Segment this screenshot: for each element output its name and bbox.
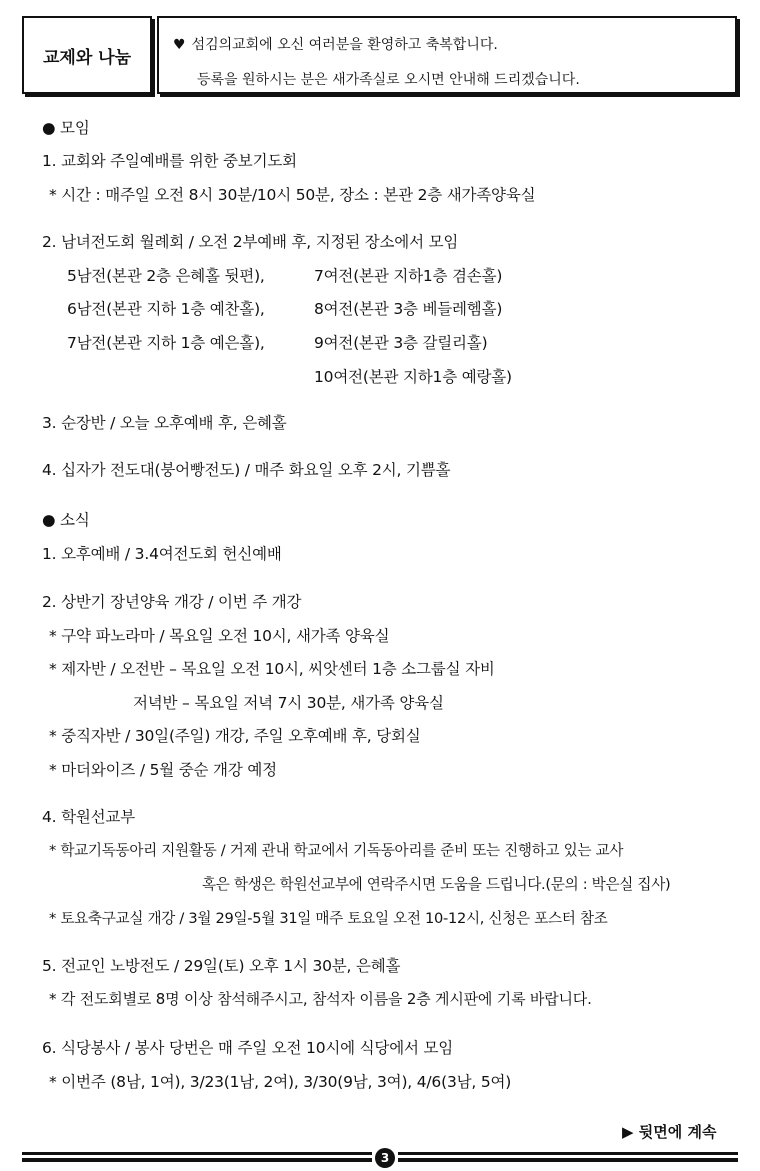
list-item: 5. 전교인 노방전도 / 29일(토) 오후 1시 30분, 은혜홀 bbox=[42, 957, 401, 975]
list-item: 7여전(본관 지하1층 겸손홀) bbox=[314, 267, 503, 285]
heading-news: ● 소식 bbox=[42, 511, 90, 529]
list-item: 6남전(본관 지하 1층 예찬홀), bbox=[67, 300, 265, 318]
section-title-box bbox=[22, 16, 152, 94]
list-item: 1. 오후예배 / 3.4여전도회 헌신예배 bbox=[42, 545, 282, 563]
list-item: * 마더와이즈 / 5월 중순 개강 예정 bbox=[49, 761, 277, 779]
page-number: 3 bbox=[375, 1148, 395, 1168]
list-item: * 이번주 (8남, 1여), 3/23(1남, 2여), 3/30(9남, 3여), 4/6(3남, 5여) bbox=[49, 1073, 512, 1091]
heading-gatherings: ● 모임 bbox=[42, 119, 90, 137]
list-item: 4. 십자가 전도대(붕어빵전도) / 매주 화요일 오후 2시, 기쁨홀 bbox=[42, 461, 451, 479]
footer-rule-left bbox=[22, 1152, 372, 1162]
list-item: * 구약 파노라마 / 목요일 오전 10시, 새가족 양육실 bbox=[49, 627, 390, 645]
list-item: 1. 교회와 주일예배를 위한 중보기도회 bbox=[42, 152, 297, 170]
list-item: 7남전(본관 지하 1층 예은홀), bbox=[67, 334, 265, 352]
list-item: * 각 전도회별로 8명 이상 참석해주시고, 참석자 이름을 2층 게시판에 기록 바랍니다. bbox=[49, 990, 592, 1008]
list-item: * 시간 : 매주일 오전 8시 30분/10시 50분, 장소 : 본관 2층 새가족양육실 bbox=[49, 186, 536, 204]
list-item: 8여전(본관 3층 베들레헴홀) bbox=[314, 300, 503, 318]
list-item: 2. 상반기 장년양육 개강 / 이번 주 개강 bbox=[42, 593, 302, 611]
welcome-line-1: 섬김의교회에 오신 여러분을 환영하고 축복합니다. bbox=[191, 37, 498, 53]
list-item: 5남전(본관 2층 은혜홀 뒷편), bbox=[67, 267, 265, 285]
list-item: 3. 순장반 / 오늘 오후예배 후, 은혜홀 bbox=[42, 414, 287, 432]
continue-on-back-note: ▶ 뒷면에 계속 bbox=[622, 1123, 717, 1141]
list-item: * 토요축구교실 개강 / 3월 29일-5월 31일 매주 토요일 오전 10-12시, 신청은 포스터 참조 bbox=[49, 910, 608, 927]
welcome-box bbox=[157, 16, 737, 94]
list-item: 4. 학원선교부 bbox=[42, 808, 135, 826]
list-item: * 중직자반 / 30일(주일) 개강, 주일 오후예배 후, 당회실 bbox=[49, 727, 421, 745]
list-item: * 학교기독동아리 지원활동 / 거제 관내 학교에서 기독동아리를 준비 또는 진행하고 있는 교사 bbox=[49, 842, 624, 859]
list-item: 2. 남녀전도회 월례회 / 오전 2부예배 후, 지정된 장소에서 모임 bbox=[42, 233, 459, 251]
list-item: * 제자반 / 오전반 – 목요일 오전 10시, 씨앗센터 1층 소그룹실 자비 bbox=[49, 660, 495, 678]
welcome-line-2: 등록을 원하시는 분은 새가족실로 오시면 안내해 드리겠습니다. bbox=[197, 72, 580, 88]
heart-icon: ♥ bbox=[173, 37, 186, 53]
list-item: 저녁반 – 목요일 저녁 7시 30분, 새가족 양육실 bbox=[133, 694, 444, 712]
footer-rule-right bbox=[398, 1152, 738, 1162]
list-item: 혹은 학생은 학원선교부에 연락주시면 도움을 드립니다.(문의 : 박은실 집사) bbox=[202, 876, 671, 893]
section-title: 교제와 나눔 bbox=[42, 47, 132, 68]
list-item: 10여전(본관 지하1층 예랑홀) bbox=[314, 368, 512, 386]
list-item: 6. 식당봉사 / 봉사 당번은 매 주일 오전 10시에 식당에서 모임 bbox=[42, 1039, 454, 1057]
list-item: 9여전(본관 3층 갈릴리홀) bbox=[314, 334, 488, 352]
